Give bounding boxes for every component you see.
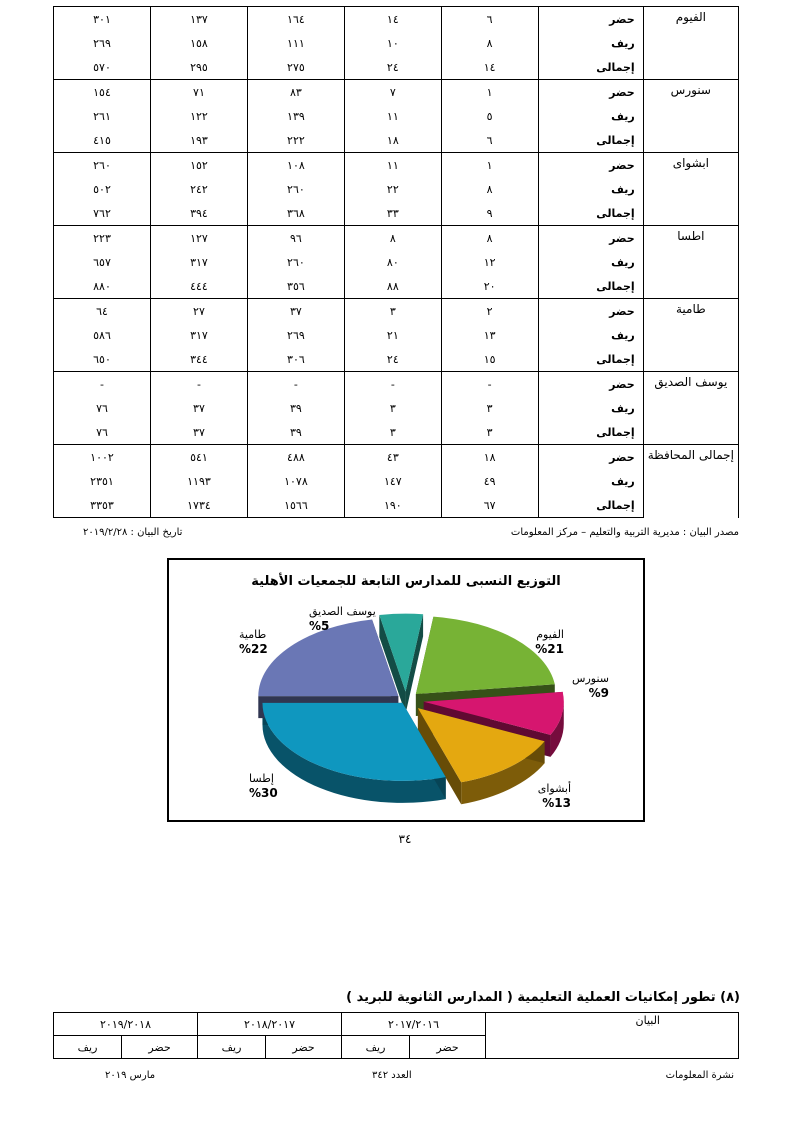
year-header: ٢٠١٨/٢٠١٧ (198, 1013, 342, 1036)
table-cell: - (54, 372, 151, 397)
table-row (54, 274, 739, 299)
district-name: يوسف الصديق (643, 372, 738, 445)
table-cell: ٣٣٥٣ (54, 493, 151, 518)
table-cell: ١٠٨ (247, 153, 344, 178)
area-type: حضر (538, 299, 643, 324)
table-row (54, 128, 739, 153)
footer-issue: العدد ٣٤٢ (372, 1070, 412, 1081)
table-cell: ١٠ (344, 31, 441, 55)
section-title: (٨) تطور إمكانيات العملية التعليمية ( المدارس الثانوية للبريد ) (346, 990, 740, 1005)
area-type: إجمالى (538, 55, 643, 80)
table-cell: ٧١ (150, 80, 247, 105)
table-cell: ٤٩ (441, 469, 538, 493)
table-cell: ١٣ (441, 323, 538, 347)
header-label: البيان (486, 1013, 739, 1059)
table-cell: ١٤٧ (344, 469, 441, 493)
area-type: إجمالى (538, 274, 643, 299)
table-cell: ١١٩٣ (150, 469, 247, 493)
slice-label: طامية (239, 628, 267, 641)
area-type: ريف (538, 250, 643, 274)
table-cell: ٢٦٠ (54, 153, 151, 178)
table-cell: ٣٥٦ (247, 274, 344, 299)
footer-date: مارس ٢٠١٩ (105, 1070, 156, 1081)
table-cell: ٥٤١ (150, 445, 247, 470)
slice-percent: %22 (239, 642, 268, 656)
table-cell: ٩٦ (247, 226, 344, 251)
table-cell: ١٨ (441, 445, 538, 470)
table-cell: - (247, 372, 344, 397)
slice-percent: %13 (542, 796, 571, 810)
district-name: الفيوم (643, 7, 738, 80)
table-row (54, 31, 739, 55)
table-cell: ٢٤٢ (150, 177, 247, 201)
table-cell: ١٨ (344, 128, 441, 153)
sub-header: ريف (54, 1036, 122, 1059)
table-cell: ٣٩ (247, 396, 344, 420)
table-cell: ١٤ (441, 55, 538, 80)
table-cell: ١٥٦٦ (247, 493, 344, 518)
area-type: إجمالى (538, 493, 643, 518)
slice-label: أبشواى (537, 782, 571, 795)
table-cell: ٤٤٤ (150, 274, 247, 299)
table-cell: ١٠٧٨ (247, 469, 344, 493)
table-cell: ١٠٠٢ (54, 445, 151, 470)
table-cell: ١٥ (441, 347, 538, 372)
table-cell: ٢٤ (344, 55, 441, 80)
table-row (54, 55, 739, 80)
table-cell: ٤٨٨ (247, 445, 344, 470)
table-cell: ٢١ (344, 323, 441, 347)
table-cell: ١٣٩ (247, 104, 344, 128)
district-name: إجمالى المحافظة (643, 445, 738, 518)
resources-table (53, 1012, 739, 1059)
table-cell: ٣٧ (247, 299, 344, 324)
table-cell: ٣ (344, 396, 441, 420)
table-cell: ١ (441, 80, 538, 105)
table-row (54, 299, 739, 324)
table-cell: ٨٣ (247, 80, 344, 105)
table-cell: ١٥٨ (150, 31, 247, 55)
footer-publication: نشرة المعلومات (665, 1070, 734, 1081)
table-cell: ٨ (344, 226, 441, 251)
table-cell: ٣٩٤ (150, 201, 247, 226)
table-cell: ١١ (344, 104, 441, 128)
table-row (54, 250, 739, 274)
table-cell: ٣٧ (150, 396, 247, 420)
slice-label: إطسا (249, 772, 274, 785)
table-cell: ٧٦٢ (54, 201, 151, 226)
table-cell: ٣٤٤ (150, 347, 247, 372)
table-row (54, 226, 739, 251)
source-text: مصدر البيان : مديرية التربية والتعليم – مركز المعلومات (510, 527, 739, 538)
area-type: حضر (538, 445, 643, 470)
table-cell: ٢٧ (150, 299, 247, 324)
table-cell: ٢٤ (344, 347, 441, 372)
table-cell: ٢٢٢ (247, 128, 344, 153)
area-type: إجمالى (538, 128, 643, 153)
table-cell: ٣٧ (150, 420, 247, 445)
sub-header: حضر (122, 1036, 198, 1059)
table-row (54, 396, 739, 420)
table-cell: ٢٢ (344, 177, 441, 201)
table-cell: ٥٨٦ (54, 323, 151, 347)
district-name: ابشواى (643, 153, 738, 226)
table-cell: ٣١٧ (150, 250, 247, 274)
area-type: ريف (538, 31, 643, 55)
table-cell: ٣٣ (344, 201, 441, 226)
table-cell: ١٥٤ (54, 80, 151, 105)
table-cell: ٩ (441, 201, 538, 226)
table-cell: ١٢٢ (150, 104, 247, 128)
year-header: ٢٠١٧/٢٠١٦ (342, 1013, 486, 1036)
table-row (54, 104, 739, 128)
table-cell: ٨٠ (344, 250, 441, 274)
year-header: ٢٠١٩/٢٠١٨ (54, 1013, 198, 1036)
table-row (54, 347, 739, 372)
table-cell: ٢٦٩ (54, 31, 151, 55)
table-cell: ٨٨٠ (54, 274, 151, 299)
table-cell: ٣ (344, 420, 441, 445)
area-type: ريف (538, 104, 643, 128)
table-cell: ١٢٧ (150, 226, 247, 251)
area-type: حضر (538, 153, 643, 178)
area-type: حضر (538, 7, 643, 32)
table-cell: ٦٤ (54, 299, 151, 324)
table-cell: ٣ (441, 420, 538, 445)
sub-header: حضر (266, 1036, 342, 1059)
table-cell: ٢٣٥١ (54, 469, 151, 493)
district-name: سنورس (643, 80, 738, 153)
table-row (54, 493, 739, 518)
slice-label: الفيوم (536, 628, 564, 641)
table-cell: ٣٠١ (54, 7, 151, 32)
source-date: تاريخ البيان : ٢٠١٩/٢/٢٨ (83, 527, 183, 538)
slice-label: يوسف الصديق (309, 605, 376, 618)
table-row (54, 323, 739, 347)
table-cell: ٣ (441, 396, 538, 420)
table-cell: ١١ (344, 153, 441, 178)
table-cell: ١١١ (247, 31, 344, 55)
table-row (54, 445, 739, 470)
table-row (54, 469, 739, 493)
slice-percent: %21 (535, 642, 564, 656)
table-cell: ٦٥٧ (54, 250, 151, 274)
table-row (54, 153, 739, 178)
area-type: ريف (538, 177, 643, 201)
area-type: ريف (538, 323, 643, 347)
table-cell: ١٩٠ (344, 493, 441, 518)
sub-header: ريف (342, 1036, 410, 1059)
area-type: ريف (538, 396, 643, 420)
area-type: إجمالى (538, 347, 643, 372)
table-cell: ٣٦٨ (247, 201, 344, 226)
table-cell: ٣٠٦ (247, 347, 344, 372)
table-row (54, 7, 739, 32)
table-cell: ٢٦٩ (247, 323, 344, 347)
table-cell: ٢٢٣ (54, 226, 151, 251)
table-cell: ٦ (441, 7, 538, 32)
table-cell: ٦٥٠ (54, 347, 151, 372)
area-type: حضر (538, 80, 643, 105)
schools-table (53, 6, 739, 518)
table-row (54, 201, 739, 226)
table-cell: ٧٦ (54, 396, 151, 420)
table-cell: ١٦٤ (247, 7, 344, 32)
slice-label: سنورس (572, 672, 609, 685)
table-cell: ٣٩ (247, 420, 344, 445)
table-cell: ٣١٧ (150, 323, 247, 347)
table-cell: ٧٦ (54, 420, 151, 445)
table-cell: ٥ (441, 104, 538, 128)
slice-percent: %30 (249, 786, 278, 800)
pie-chart (167, 558, 645, 822)
table-cell: ٨٨ (344, 274, 441, 299)
area-type: إجمالى (538, 420, 643, 445)
table-cell: ٣ (344, 299, 441, 324)
table-row (54, 80, 739, 105)
pie-chart-svg (169, 560, 643, 820)
table-row (54, 177, 739, 201)
table-cell: - (441, 372, 538, 397)
table-row (54, 372, 739, 397)
table-cell: ١٤ (344, 7, 441, 32)
sub-header: حضر (410, 1036, 486, 1059)
table-row (54, 420, 739, 445)
table-cell: - (344, 372, 441, 397)
table-cell: ٢٦٠ (247, 250, 344, 274)
page-number: ٣٤ (398, 832, 412, 846)
table-cell: - (150, 372, 247, 397)
table-cell: ١٧٣٤ (150, 493, 247, 518)
sub-header: ريف (198, 1036, 266, 1059)
table-cell: ٨ (441, 226, 538, 251)
table-cell: ٥٠٢ (54, 177, 151, 201)
table-cell: ٢٦٠ (247, 177, 344, 201)
table-cell: ٢٩٥ (150, 55, 247, 80)
district-name: طامية (643, 299, 738, 372)
district-name: اطسا (643, 226, 738, 299)
slice-percent: %9 (588, 686, 609, 700)
table-cell: ٤١٥ (54, 128, 151, 153)
pie-slice (416, 617, 555, 694)
table-cell: ٢٦١ (54, 104, 151, 128)
area-type: حضر (538, 226, 643, 251)
table-cell: ١٣٧ (150, 7, 247, 32)
table-cell: ٤٣ (344, 445, 441, 470)
table-cell: ١ (441, 153, 538, 178)
table-cell: ٥٧٠ (54, 55, 151, 80)
table-cell: ١٢ (441, 250, 538, 274)
table-cell: ٢ (441, 299, 538, 324)
slice-percent: %5 (309, 619, 330, 633)
table-cell: ٢٠ (441, 274, 538, 299)
table-cell: ٦٧ (441, 493, 538, 518)
area-type: إجمالى (538, 201, 643, 226)
table-cell: ٢٧٥ (247, 55, 344, 80)
table-cell: ٦ (441, 128, 538, 153)
chart-title: التوزيع النسبى للمدارس التابعة للجمعيات الأهلية (251, 574, 561, 589)
area-type: حضر (538, 372, 643, 397)
table-cell: ٧ (344, 80, 441, 105)
table-cell: ٨ (441, 31, 538, 55)
area-type: ريف (538, 469, 643, 493)
table-cell: ١٩٣ (150, 128, 247, 153)
table-cell: ٨ (441, 177, 538, 201)
table-cell: ١٥٢ (150, 153, 247, 178)
